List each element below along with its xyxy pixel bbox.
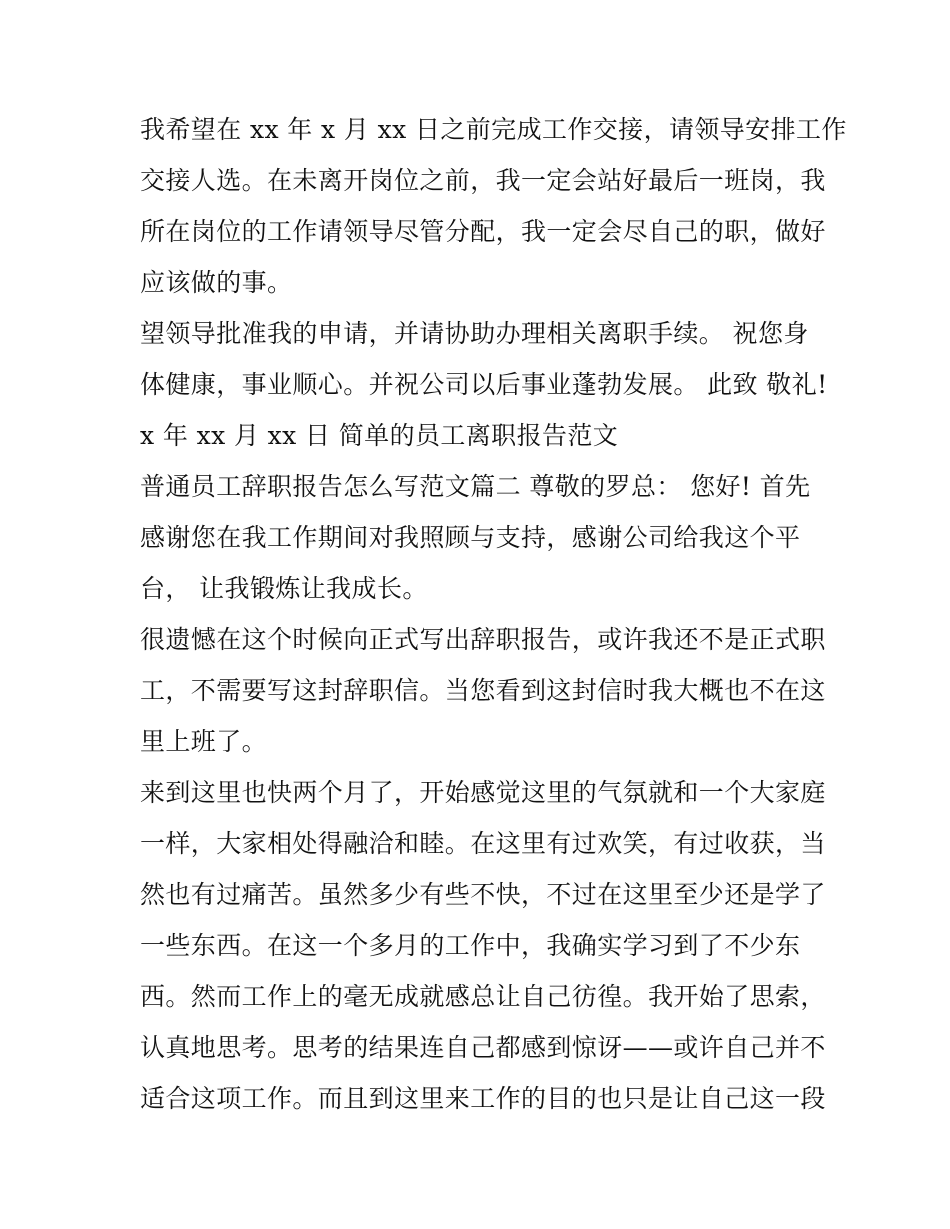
text-line: 体健康，事业顺心。并祝公司以后事业蓬勃发展。 此致 敬礼! (140, 370, 828, 399)
text-line: 来到这里也快两个月了，开始感觉这里的气氛就和一个大家庭 (140, 778, 826, 807)
text-line: 然也有过痛苦。虽然多少有些不快，不过在这里至少还是学了 (140, 880, 826, 909)
text-line: 应该做的事。 (140, 268, 293, 297)
text-line: 我希望在 xx 年 x 月 xx 日之前完成工作交接，请领导安排工作 (140, 115, 847, 144)
text-line: 感谢您在我工作期间对我照顾与支持，感谢公司给我这个平 (140, 523, 801, 552)
document-body (140, 104, 847, 1124)
text-line: 望领导批准我的申请，并请协助办理相关离职手续。 祝您身 (140, 319, 809, 348)
text-line: 西。然而工作上的毫无成就感总让自己彷徨。我开始了思索， (140, 982, 826, 1011)
text-line: 适合这项工作。而且到这里来工作的目的也只是让自己这一段 (140, 1084, 826, 1113)
text-line: 普通员工辞职报告怎么写范文篇二 尊敬的罗总： 您好! 首先 (140, 472, 811, 501)
text-line: 很遗憾在这个时候向正式写出辞职报告，或许我还不是正式职 (140, 625, 826, 654)
text-line: 里上班了。 (140, 727, 268, 756)
text-line: 一些东西。在这一个多月的工作中，我确实学习到了不少东 (140, 931, 801, 960)
text-line: 一样，大家相处得融洽和睦。在这里有过欢笑，有过收获，当 (140, 829, 826, 858)
text-line: 认真地思考。思考的结果连自己都感到惊讶——或许自己并不 (140, 1033, 826, 1062)
text-line: 所在岗位的工作请领导尽管分配，我一定会尽自己的职，做好 (140, 217, 826, 246)
text-line: 台， 让我锻炼让我成长。 (140, 574, 428, 603)
text-line: 交接人选。在未离开岗位之前，我一定会站好最后一班岗，我 (140, 166, 826, 195)
text-line: x 年 xx 月 xx 日 简单的员工离职报告范文 (140, 421, 619, 450)
text-line: 工，不需要写这封辞职信。当您看到这封信时我大概也不在这 (140, 676, 826, 705)
